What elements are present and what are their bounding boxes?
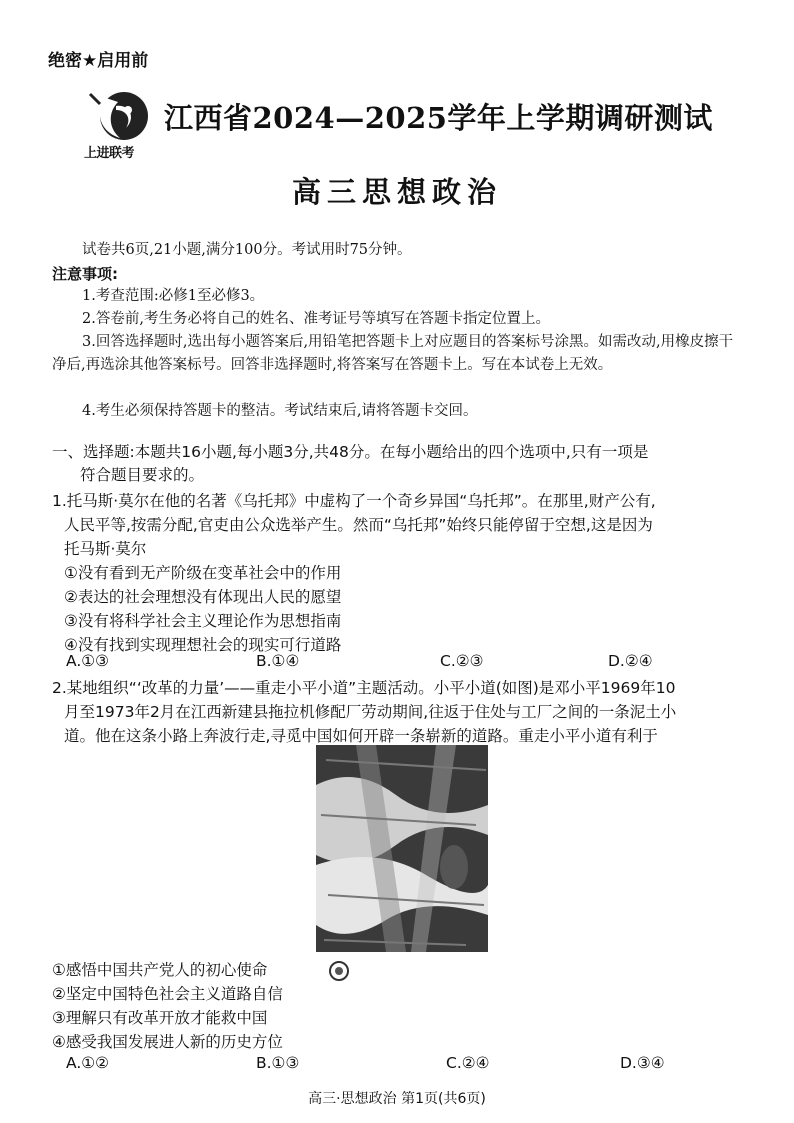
section-heading xyxy=(52,441,742,487)
statement-option: ①感悟中国共产党人的初心使命 xyxy=(52,961,268,979)
question-stem-line: 托马斯·莫尔 xyxy=(64,540,147,558)
statement-option: ①没有看到无产阶级在变革社会中的作用 xyxy=(64,564,342,582)
choice-c[interactable]: C.②④ xyxy=(446,1054,490,1072)
section-heading-line: 符合题目要求的。 xyxy=(80,466,205,484)
choice-d[interactable]: D.③④ xyxy=(620,1054,665,1072)
statement-option: ③没有将科学社会主义理论作为思想指南 xyxy=(64,612,342,630)
statement-option: ③理解只有改革开放才能救中国 xyxy=(52,1009,268,1027)
notice-heading: 注意事项: xyxy=(52,265,118,283)
section-heading-line: 一、选择题:本题共16小题,每小题3分,共48分。在每小题给出的四个选项中,只有一项是 xyxy=(52,443,649,461)
choice-a[interactable]: A.①② xyxy=(66,1054,110,1072)
question-stem-line: 2.某地组织“‘改革的力量’——重走小平小道”主题活动。小平小道(如图)是邓小平1969年10 xyxy=(52,679,676,697)
choice-b[interactable]: B.①③ xyxy=(256,1054,300,1072)
confidential-label: 绝密★启用前 xyxy=(48,51,149,71)
statement-option: ②表达的社会理想没有体现出人民的愿望 xyxy=(64,588,342,606)
page-footer: 高三·思想政治 第1页(共6页) xyxy=(308,1091,486,1107)
question-2 xyxy=(52,676,746,748)
logo-text: 上进联考 xyxy=(84,146,135,161)
subject-title: 高三思想政治 xyxy=(291,175,502,209)
answer-choices xyxy=(0,652,794,676)
notice-item: 4.考生必须保持答题卡的整洁。考试结束后,请将答题卡交回。 xyxy=(82,403,478,419)
answer-choices xyxy=(0,1054,794,1078)
exam-info: 试卷共6页,21小题,满分100分。考试用时75分钟。 xyxy=(82,242,412,258)
notice-item: 2.答卷前,考生务必将自己的姓名、准考证号等填写在答题卡指定位置上。 xyxy=(82,311,550,327)
choice-c[interactable]: C.②③ xyxy=(440,652,484,670)
question-2-options xyxy=(52,958,746,1054)
exam-title: 江西省2024—2025学年上学期调研测试 xyxy=(164,101,713,135)
notice-item: 1.考查范围:必修1至必修3。 xyxy=(82,288,265,304)
stamp-mark-icon xyxy=(328,960,350,982)
question-stem-line: 月至1973年2月在江西新建县拖拉机修配厂劳动期间,往返于住处与工厂之间的一条泥土小 xyxy=(64,703,677,721)
question-stem-line: 道。他在这条小路上奔波行走,寻觅中国如何开辟一条崭新的道路。重走小平小道有利于 xyxy=(64,727,658,745)
statement-option: ②坚定中国特色社会主义道路自信 xyxy=(52,985,283,1003)
statement-option: ④没有找到实现理想社会的现实可行道路 xyxy=(64,636,342,654)
question-1 xyxy=(52,489,746,657)
question-stem-line: 1.托马斯·莫尔在他的名著《乌托邦》中虚构了一个奇乡异国“乌托邦”。在那里,财产公有, xyxy=(52,492,656,510)
choice-a[interactable]: A.①③ xyxy=(66,652,110,670)
statement-option: ④感受我国发展进人新的历史方位 xyxy=(52,1033,283,1051)
notice-item: 3.回答选择题时,选出每小题答案后,用铅笔把答题卡上对应题目的答案标号涂黑。如需改动,用橡皮擦干净后,再选涂其他答案标号。回答非选择题时,将答案写在答题卡上。写在本试卷上无效。 xyxy=(52,334,734,373)
question-stem-line: 人民平等,按需分配,官吏由公众选举产生。然而“乌托邦”始终只能停留于空想,这是因为 xyxy=(64,516,653,534)
path-photo xyxy=(316,745,488,952)
choice-d[interactable]: D.②④ xyxy=(608,652,653,670)
choice-b[interactable]: B.①④ xyxy=(256,652,300,670)
